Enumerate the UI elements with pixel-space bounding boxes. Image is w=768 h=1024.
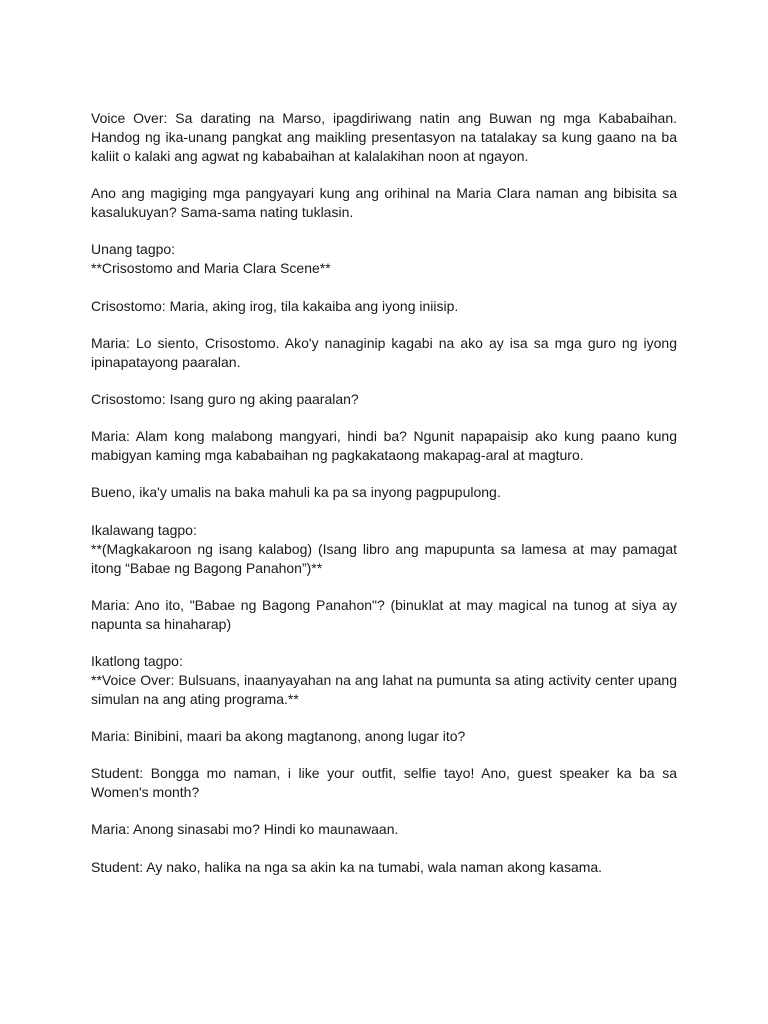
- scene-three-heading: [91, 652, 677, 709]
- scene-label: Unang tagpo:: [91, 241, 176, 258]
- dialogue-line: Maria: Alam kong malabong mangyari, hindi ba? Ngunit napapaisip ako kung paano kung mabigyan kaming mga kababaihan ng pagkakataong makapag-aral at magturo.: [91, 428, 677, 464]
- scene-label: Ikatlong tagpo:: [91, 652, 183, 669]
- dialogue-line: Student: Bongga mo naman, i like your outfit, selfie tayo! Ano, guest speaker ka ba sa Women's month?: [91, 765, 677, 801]
- dialogue-line: Crisostomo: Maria, aking irog, tila kakaiba ang iyong iniisip.: [91, 297, 459, 314]
- voice-over-intro: Voice Over: Sa darating na Marso, ipagdiriwang natin ang Buwan ng mga Kababaihan. Handog ng ika-unang pangkat ang maikling presentasyon na tatalakay sa kung gaano na ba kaliit o kalaki ang agwat ng kababaihan at kalalakihan noon at ngayon.: [91, 110, 677, 164]
- scene-direction: **Crisostomo and Maria Clara Scene**: [91, 260, 331, 277]
- dialogue-line: Maria: Ano ito, "Babae ng Bagong Panahon"? (binuklat at may magical na tunog at siya ay napunta sa hinaharap): [91, 596, 677, 632]
- scene-one-heading: [91, 240, 677, 278]
- scene-direction: **(Magkakaroon ng isang kalabog) (Isang libro ang mapupunta sa lamesa at may pamagat itong “Babae ng Bagong Panahon”)**: [91, 540, 677, 576]
- scene-label: Ikalawang tagpo:: [91, 521, 197, 538]
- dialogue-line: Bueno, ika'y umalis na baka mahuli ka pa sa inyong pagpupulong.: [91, 484, 501, 501]
- dialogue-line: Student: Ay nako, halika na nga sa akin ka na tumabi, wala naman akong kasama.: [91, 858, 603, 875]
- dialogue-line: Maria: Binibini, maari ba akong magtanong, anong lugar ito?: [91, 728, 466, 745]
- dialogue-line: Crisostomo: Isang guro ng aking paaralan?: [91, 390, 359, 407]
- scene-direction: **Voice Over: Bulsuans, inaanyayahan na ang lahat na pumunta sa ating activity center upang simulan na ang ating programa.**: [91, 671, 677, 707]
- document-page: [91, 109, 677, 895]
- scene-two-heading: [91, 521, 677, 578]
- intro-question: Ano ang magiging mga pangyayari kung ang orihinal na Maria Clara naman ang bibisita sa kasalukuyan? Sama-sama nating tuklasin.: [91, 185, 677, 221]
- dialogue-line: Maria: Anong sinasabi mo? Hindi ko maunawaan.: [91, 821, 399, 838]
- dialogue-line: Maria: Lo siento, Crisostomo. Ako'y nanaginip kagabi na ako ay isa sa mga guro ng iyong ipinapatayong paaralan.: [91, 334, 677, 370]
